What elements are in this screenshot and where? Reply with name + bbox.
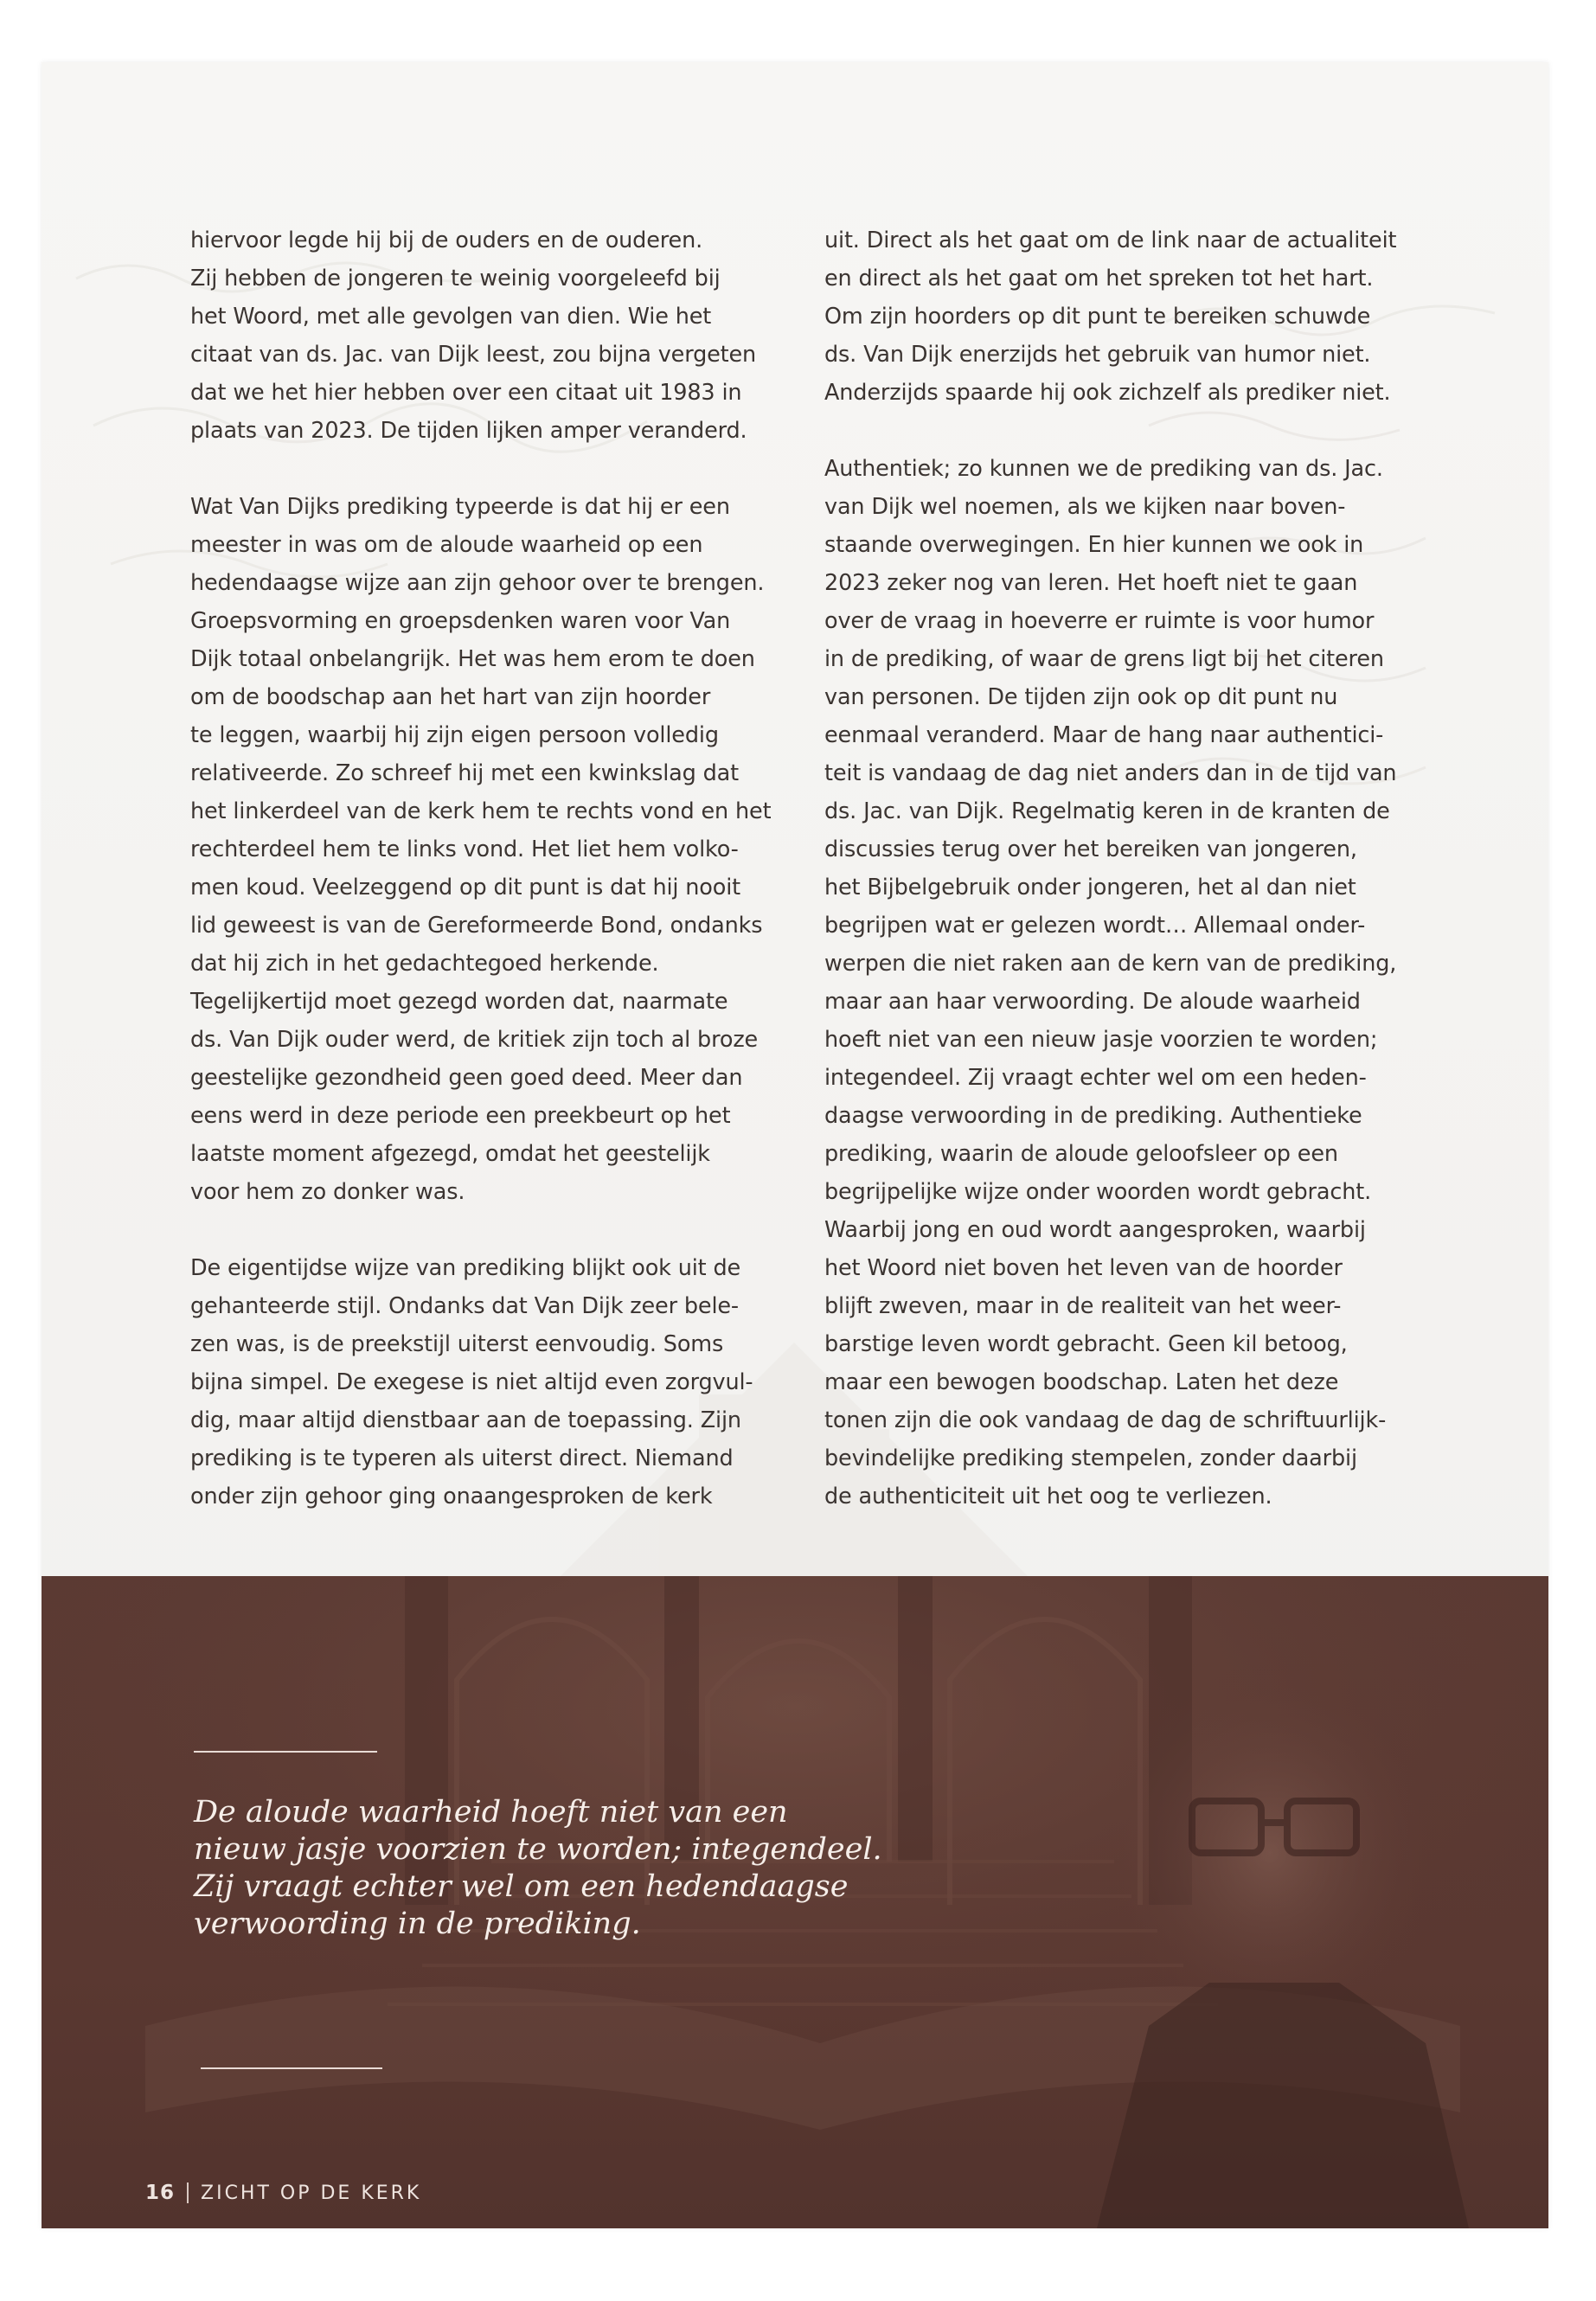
text-line: Waarbij jong en oud wordt aangesproken, waarbij — [824, 1217, 1366, 1243]
quote-line: nieuw jasje voorzien te worden; integendeel. — [194, 1832, 882, 1867]
page-number: 16 — [145, 2182, 176, 2204]
text-line: citaat van ds. Jac. van Dijk leest, zou bijna vergeten — [190, 342, 757, 368]
quote-rule-top — [194, 1751, 377, 1753]
text-line: integendeel. Zij vraagt echter wel om een heden- — [824, 1065, 1367, 1091]
text-line: Om zijn hoorders op dit punt te bereiken schuwde — [824, 304, 1371, 330]
text-line: begrijpen wat er gelezen wordt… Allemaal onder- — [824, 913, 1366, 939]
text-line: ds. Van Dijk ouder werd, de kritiek zijn toch al broze — [190, 1027, 759, 1053]
text-line: daagse verwoording in de prediking. Authentieke — [824, 1103, 1362, 1129]
text-line: hoeft niet van een nieuw jasje voorzien te worden; — [824, 1027, 1378, 1053]
text-line: relativeerde. Zo schreef hij met een kwinkslag dat — [190, 760, 739, 786]
text-line: dat we het hier hebben over een citaat uit 1983 in — [190, 380, 742, 406]
text-line: tonen zijn die ook vandaag de dag de schriftuurlijk- — [824, 1407, 1387, 1433]
magazine-page — [42, 62, 1548, 2228]
text-line: om de boodschap aan het hart van zijn hoorder — [190, 684, 711, 710]
text-line: het Woord niet boven het leven van de hoorder — [824, 1255, 1343, 1281]
text-line: het Bijbelgebruik onder jongeren, het al dan niet — [824, 875, 1356, 901]
text-line: Tegelijkertijd moet gezegd worden dat, naarmate — [190, 989, 728, 1015]
text-line: blijft zweven, maar in de realiteit van het weer- — [824, 1293, 1342, 1319]
text-line: bevindelijke prediking stempelen, zonder daarbij — [824, 1445, 1357, 1471]
text-line: het linkerdeel van de kerk hem te rechts vond en het — [190, 798, 772, 824]
article-left-column — [190, 221, 796, 1516]
paragraph-2 — [190, 488, 796, 1211]
text-line: en direct als het gaat om het spreken tot het hart. — [824, 266, 1374, 292]
text-line: Dijk totaal onbelangrijk. Het was hem erom te doen — [190, 646, 755, 672]
paragraph-4 — [824, 221, 1430, 412]
text-line: zen was, is de preekstijl uiterst eenvoudig. Soms — [190, 1331, 724, 1357]
text-line: geestelijke gezondheid geen goed deed. Meer dan — [190, 1065, 743, 1091]
text-line: eenmaal veranderd. Maar de hang naar authentici- — [824, 722, 1384, 748]
text-line: meester in was om de aloude waarheid op een — [190, 532, 703, 558]
text-line: prediking is te typeren als uiterst direct. Niemand — [190, 1445, 734, 1471]
pull-quote-band — [42, 1576, 1548, 2228]
text-line: voor hem zo donker was. — [190, 1179, 465, 1205]
text-line: van Dijk wel noemen, als we kijken naar boven- — [824, 494, 1346, 520]
text-line: werpen die niet raken aan de kern van de prediking, — [824, 951, 1397, 977]
text-line: ds. Jac. van Dijk. Regelmatig keren in de kranten de — [824, 798, 1390, 824]
text-line: Zij hebben de jongeren te weinig voorgeleefd bij — [190, 266, 721, 292]
text-line: hiervoor legde hij bij de ouders en de ouderen. — [190, 228, 703, 253]
text-line: Wat Van Dijks prediking typeerde is dat hij er een — [190, 494, 730, 520]
text-line: dig, maar altijd dienstbaar aan de toepassing. Zijn — [190, 1407, 741, 1433]
text-line: laatste moment afgezegd, omdat het geestelijk — [190, 1141, 710, 1167]
paragraph-1 — [190, 221, 796, 450]
quote-rule-bottom — [201, 2067, 382, 2069]
publication-name: ZICHT OP DE KERK — [201, 2182, 422, 2204]
page-footer — [145, 2182, 421, 2204]
text-line: maar een bewogen boodschap. Laten het deze — [824, 1369, 1339, 1395]
text-line: onder zijn gehoor ging onaangesproken de kerk — [190, 1484, 713, 1509]
article-right-column — [824, 221, 1430, 1516]
text-line: over de vraag in hoeverre er ruimte is voor humor — [824, 608, 1375, 634]
text-line: dat hij zich in het gedachtegoed herkende. — [190, 951, 659, 977]
text-line: plaats van 2023. De tijden lijken amper veranderd. — [190, 418, 747, 444]
text-line: in de prediking, of waar de grens ligt bij het citeren — [824, 646, 1384, 672]
text-line: rechterdeel hem te links vond. Het liet hem volko- — [190, 836, 739, 862]
pull-quote — [194, 1794, 903, 1943]
text-line: hedendaagse wijze aan zijn gehoor over te brengen. — [190, 570, 765, 596]
text-line: Groepsvorming en groepsdenken waren voor Van — [190, 608, 731, 634]
text-line: uit. Direct als het gaat om de link naar de actualiteit — [824, 228, 1397, 253]
text-line: teit is vandaag de dag niet anders dan in de tijd van — [824, 760, 1397, 786]
text-line: begrijpelijke wijze onder woorden wordt gebracht. — [824, 1179, 1372, 1205]
paragraph-3 — [190, 1249, 796, 1516]
text-line: De eigentijdse wijze van prediking blijkt ook uit de — [190, 1255, 741, 1281]
text-line: men koud. Veelzeggend op dit punt is dat hij nooit — [190, 875, 740, 901]
text-line: gehanteerde stijl. Ondanks dat Van Dijk zeer bele- — [190, 1293, 739, 1319]
text-line: bijna simpel. De exegese is niet altijd even zorgvul- — [190, 1369, 753, 1395]
quote-line: verwoording in de prediking. — [194, 1907, 641, 1941]
footer-separator — [187, 2182, 189, 2203]
quote-line: De aloude waarheid hoeft niet van een — [194, 1795, 788, 1830]
text-line: discussies terug over het bereiken van jongeren, — [824, 836, 1357, 862]
text-line: maar aan haar verwoording. De aloude waarheid — [824, 989, 1361, 1015]
quote-line: Zij vraagt echter wel om een hedendaagse — [194, 1869, 849, 1904]
text-line: staande overwegingen. En hier kunnen we ook in — [824, 532, 1364, 558]
text-line: eens werd in deze periode een preekbeurt op het — [190, 1103, 731, 1129]
text-line: Anderzijds spaarde hij ook zichzelf als prediker niet. — [824, 380, 1391, 406]
text-line: lid geweest is van de Gereformeerde Bond, ondanks — [190, 913, 763, 939]
text-line: prediking, waarin de aloude geloofsleer op een — [824, 1141, 1338, 1167]
text-line: van personen. De tijden zijn ook op dit punt nu — [824, 684, 1338, 710]
text-line: te leggen, waarbij hij zijn eigen persoon volledig — [190, 722, 719, 748]
text-line: de authenticiteit uit het oog te verliezen. — [824, 1484, 1272, 1509]
text-line: ds. Van Dijk enerzijds het gebruik van humor niet. — [824, 342, 1371, 368]
text-line: Authentiek; zo kunnen we de prediking van ds. Jac. — [824, 456, 1383, 482]
paragraph-5 — [824, 450, 1430, 1516]
text-line: het Woord, met alle gevolgen van dien. Wie het — [190, 304, 712, 330]
text-line: 2023 zeker nog van leren. Het hoeft niet te gaan — [824, 570, 1358, 596]
text-line: barstige leven wordt gebracht. Geen kil betoog, — [824, 1331, 1348, 1357]
